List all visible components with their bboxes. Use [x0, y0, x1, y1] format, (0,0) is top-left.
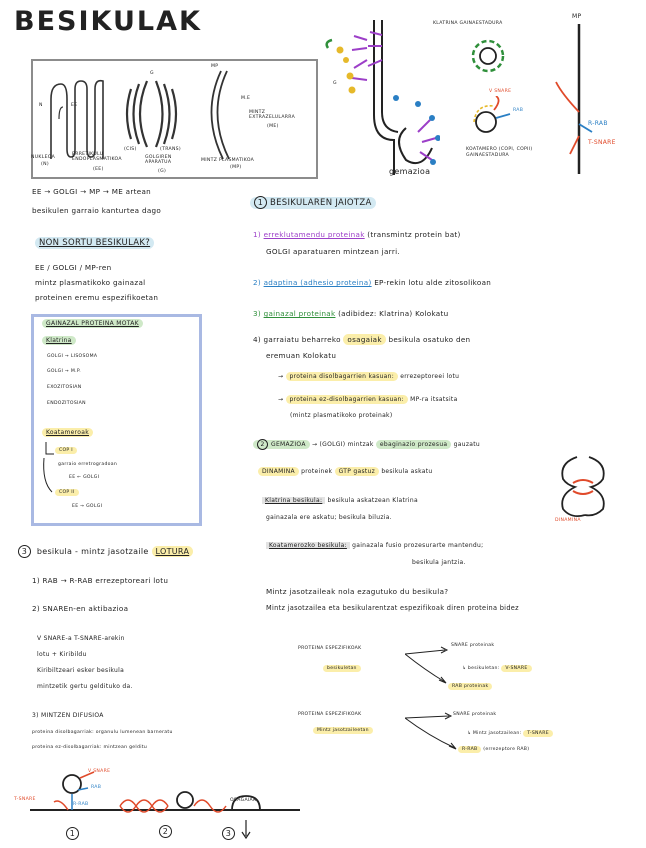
label-erretikulua-abbr: (EE)	[93, 167, 104, 172]
label-vsnare-top: V SNARE	[489, 89, 512, 94]
gtp-hl: GTP gastuz	[335, 467, 380, 476]
jaiotza-step-1-num: 1)	[253, 230, 261, 239]
jaiotza-step-3	[253, 310, 448, 317]
lotura-step-1: 1) RAB → R-RAB errezeptoreari lotu	[32, 576, 169, 585]
fig-step-3-num: 3	[222, 827, 235, 840]
lotura-heading-text: besikula - mintz jasotzaile	[36, 547, 149, 556]
jaiotza-step-2-num: 2)	[253, 278, 261, 287]
fig-rrab: R-RAB	[73, 802, 89, 807]
esp1-snare-sub-text: besikuletan:	[467, 666, 500, 671]
question-line: Mintz jasotzaileak nola ezagutuko du besikula?	[266, 587, 449, 596]
fig-step-2-num: 2	[159, 825, 172, 838]
non-line-2: mintz plasmatikoko gainazal	[35, 278, 146, 287]
jaiotza-arrow-1-rest: errezeptoreei lotu	[400, 373, 460, 380]
jaiotza-step-4-hl: osagaiak	[343, 334, 385, 345]
label-mintz-extra-abbr: (ME)	[267, 124, 279, 129]
gainazal-heading	[42, 321, 143, 327]
esp1-rab	[448, 685, 492, 690]
jaiotza-step-1-hl: erreklutamendu proteinak	[263, 230, 365, 239]
lotura-step-3b: proteina ez-disolbagarriak: mintzean gelditu	[32, 745, 148, 750]
label-mp-small: MP	[211, 64, 219, 69]
copii-label-text: COP II	[55, 489, 79, 496]
koatamero-besikula-text1: gainazala fusio prozesurarte mantendu;	[352, 542, 484, 549]
copii-label	[55, 491, 79, 496]
klatrina-item-1: GOLGI → LISOSOMA	[47, 354, 98, 359]
lotura-step-2a: V SNARE-a T-SNARE-arekin	[37, 635, 125, 642]
esp1-title: PROTEINA ESPEZIFIKOAK	[298, 646, 362, 651]
jaiotza-step-1-line2: GOLGI aparatuaren mintzean jarri.	[266, 247, 400, 256]
copii-path: EE → GOLGI	[72, 504, 103, 509]
label-cis: (CIS)	[124, 147, 137, 152]
lotura-step-2c: Kiribiltzeari esker besikula	[37, 667, 125, 674]
label-erretikulua: ERRETIKULU ENDOPLASMATIKOA	[72, 152, 122, 162]
esp2-snare-val: T-SNARE	[523, 730, 553, 737]
jaiotza-step-2-hl: adaptina (adhesio proteina)	[263, 278, 372, 287]
fig-step-2	[159, 825, 175, 838]
jaiotza-step-1	[253, 231, 461, 238]
non-line-3: proteinen eremu espezifikoetan	[35, 293, 159, 302]
gemazioa-rest: gauzatu	[453, 441, 480, 448]
klatrina-item-2: GOLGI → M.P.	[47, 369, 81, 374]
jaiotza-arrow-2: → proteina ez-disolbagarrien kasuan: MP-ra itsatsita	[278, 396, 458, 403]
jaiotza-step-2	[253, 279, 491, 286]
label-golgi-abbr: (G)	[158, 169, 167, 174]
jaiotza-heading	[250, 196, 376, 209]
label-r-rab: R-RAB	[588, 120, 608, 127]
esp2-rab	[458, 748, 529, 753]
label-trans: (TRANS)	[160, 147, 181, 152]
label-koatameroa: KOATAMERO (COPI, COPII) GAINAESTADURA	[466, 147, 533, 159]
dinamina-figure	[549, 455, 619, 520]
esp1-snare-sub: ↳ besikuletan: V-SNARE	[462, 667, 532, 672]
jaiotza-step-4-a: 4) garraiatu beharreko	[253, 335, 341, 344]
dinamina-mid: proteinek	[301, 468, 333, 475]
non-line-1: EE / GOLGI / MP-ren	[35, 263, 112, 272]
jaiotza-arrow-1: → proteina disolbagarrien kasuan: errezeptoreei lotu	[278, 373, 460, 380]
label-nukleoa-abbr: (N)	[41, 162, 49, 167]
gemazio-diagram	[322, 20, 440, 190]
er-shape	[51, 81, 103, 159]
label-me: M.E	[241, 96, 251, 101]
dinamina-fig-label: DINAMINA	[555, 518, 581, 523]
label-golgi-aparatua: GOLGIREN APARATUA	[145, 155, 172, 165]
klatrina-besikula-line2: gainazala ere askatu; besikula biluzia.	[266, 514, 392, 521]
esp2-snare: SNARE proteinak	[453, 712, 497, 717]
fig-step-1	[66, 827, 82, 840]
lotura-heading-hl: LOTURA	[152, 546, 194, 557]
esp1-rab-text: RAB proteinak	[448, 683, 492, 690]
fig-step-3	[222, 827, 238, 840]
lotura-step-2: 2) SNAREn-en aktibazioa	[32, 604, 129, 613]
label-g-top: G	[333, 81, 337, 86]
clathrin-vesicle-icon	[468, 36, 508, 76]
jaiotza-step-4-line2: eremuan Kolokatu	[266, 351, 337, 360]
jaiotza-step-3-num: 3)	[253, 309, 261, 318]
membrane-receptor-diagram	[552, 24, 606, 174]
esp2-rab-rest: (errezeptore RAB)	[483, 747, 530, 752]
label-mp-right: MP	[572, 13, 582, 20]
label-gemazioa: gemazioa	[389, 167, 431, 176]
lotura-step-3: 3) MINTZEN DIFUSIOA	[32, 712, 104, 719]
koatamero-heading-text: Koatameroak	[42, 428, 93, 437]
label-nukleoa: NUKLEOA	[31, 155, 56, 160]
fig-tsnare: T-SNARE	[14, 797, 36, 802]
jaiotza-num: 1	[254, 196, 267, 209]
klatrina-item-4: ENDOZITOSIAN	[47, 401, 86, 406]
esp1-snare-val: V-SNARE	[501, 665, 531, 672]
fig-rab: RAB	[91, 785, 102, 790]
label-mintz-plasmatikoa: MINTZ PLASMATIKOA	[201, 158, 255, 163]
non-heading-text: NON SORTU BESIKULAK?	[35, 237, 154, 249]
label-mintz-extra: MINTZ EXTRAZELULARRA	[249, 110, 296, 120]
koatamero-heading	[42, 430, 93, 436]
jaiotza-step-4	[253, 336, 470, 343]
jaiotza-arrow-2-hl: proteina ez-disolbagarrien kasuan:	[286, 395, 408, 404]
koatamero-besikula-line2: besikula jantzia.	[412, 559, 466, 566]
fig-osagaiak: OSAGAIAK	[230, 798, 257, 803]
klatrina-besikula-label: Klatrina besikula:	[262, 497, 325, 504]
klatrina-besikula-line	[262, 498, 418, 504]
copi-label-text: COP I	[55, 447, 77, 454]
gemazioa-mid: → (GOLGI) mintzak	[311, 441, 374, 448]
jaiotza-step-2-rest: EP-rekin lotu alde zitosolikoan	[374, 278, 492, 287]
jaiotza-step-4-b: besikula osatuko den	[388, 335, 471, 344]
gemazioa-hl: ebaginazio prozesua	[376, 440, 452, 449]
label-mintz-plasmatikoa-abbr: (MP)	[230, 165, 242, 170]
esp2-rab-text: R-RAB	[458, 746, 481, 753]
klatrina-item-3: EXOZITOSIAN	[47, 385, 82, 390]
koatamero-besikula-label: Koatamerozko besikula:	[266, 542, 350, 549]
esp2-title: PROTEINA ESPEZIFIKOAK	[298, 712, 362, 717]
lotura-heading	[18, 545, 193, 558]
label-n: N	[39, 103, 43, 108]
esp1-snare: SNARE proteinak	[451, 643, 495, 648]
gemazioa-num: 2	[257, 439, 268, 450]
klatrina-besikula-text1: besikula askatzean Klatrina	[327, 497, 418, 504]
lotura-step-2d: mintzetik gertu geldituko da.	[37, 683, 133, 690]
copi-note: garraio erretrogradoan	[58, 462, 118, 467]
answer-line: Mintz jasotzailea eta besikularentzat espezifikoak diren proteina bidez	[266, 604, 519, 612]
jaiotza-step-1-rest: (transmintz protein bat)	[367, 230, 461, 239]
dinamina-line	[258, 469, 432, 475]
esp2-hl-text: Mintz jasotzaileetan	[313, 727, 373, 734]
jaiotza-step-3-rest: (adibidez: Klatrina) Kolokatu	[338, 309, 449, 318]
fig-step-1-num: 1	[66, 827, 79, 840]
fig-vsnare: V SNARE	[88, 769, 111, 774]
jaiotza-arrow-2-line2: (mintz plasmatikoko proteinak)	[290, 412, 393, 419]
jaiotza-heading-wrap	[250, 197, 376, 209]
intro-line-1: EE → GOLGI → MP → ME artean	[32, 187, 152, 196]
lotura-num: 3	[18, 545, 31, 558]
klatrina-heading	[42, 338, 76, 344]
dinamina-hl: DINAMINA	[258, 467, 299, 476]
label-ee: EE	[71, 103, 78, 108]
label-klatrina-gainaestadura: KLATRINA GAINAESTADURA	[433, 21, 503, 26]
page-title: BESIKULAK	[14, 6, 202, 37]
non-heading	[35, 239, 154, 248]
copi-path: EE ← GOLGI	[69, 475, 100, 480]
esp2-snare-sub-text: Mintz jasotzailean:	[472, 731, 522, 736]
copi-label	[55, 449, 77, 454]
label-g-small: G	[150, 71, 154, 76]
koatamero-besikula-line	[266, 543, 483, 549]
gainazal-heading-text: GAINAZAL PROTEINA MOTAK	[42, 319, 143, 328]
jaiotza-arrow-2-rest: MP-ra itsatsita	[410, 396, 458, 403]
label-t-snare: T-SNARE	[588, 139, 616, 146]
jaiotza-step-3-hl: gainazal proteinak	[263, 309, 336, 318]
gemazioa-line	[253, 439, 480, 450]
lotura-step-3a: proteina disolbagarriak: organulu lumenean barneratu	[32, 730, 173, 735]
jaiotza-heading-text: BESIKULAREN JAIOTZA	[270, 198, 372, 208]
coatomer-vesicle-icon	[466, 96, 518, 146]
intro-line-2: besikulen garraio kanturtea dago	[32, 206, 162, 215]
esp1-arrows	[405, 640, 455, 690]
klatrina-heading-text: Klatrina	[42, 336, 76, 345]
lotura-step-2b: lotu + Kiribildu	[37, 651, 87, 658]
dinamina-rest: besikula askatu	[381, 468, 433, 475]
gemazioa-tag	[253, 440, 310, 449]
esp1-hl-text: besikuletan	[323, 665, 361, 672]
esp1-hl	[323, 667, 361, 672]
gemazioa-label: GEMAZIOA	[271, 441, 306, 448]
esp2-snare-sub: ↳ Mintz jasotzailean: T-SNARE	[467, 732, 553, 737]
jaiotza-arrow-1-hl: proteina disolbagarrien kasuan:	[286, 372, 399, 381]
esp2-hl	[313, 729, 373, 734]
label-rab-top: RAB	[513, 108, 524, 113]
